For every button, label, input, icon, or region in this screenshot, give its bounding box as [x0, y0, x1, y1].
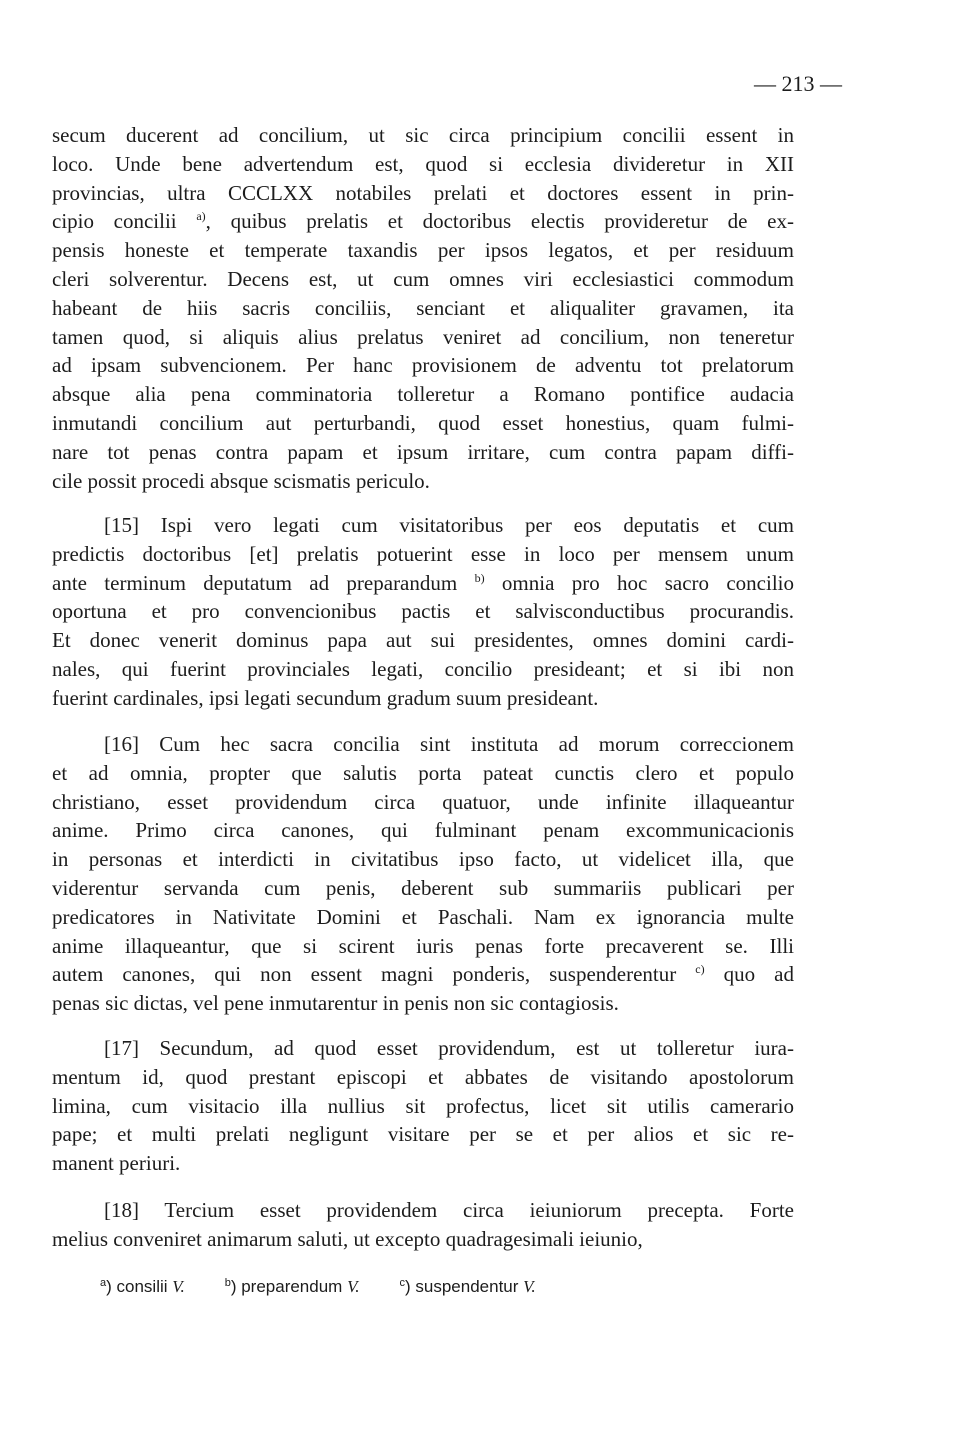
text-line: mentum id, quod prestant episcopi et abbates de visitando apostolorum: [52, 1064, 794, 1089]
footnote: $^b$) preparendum V.: [224, 1277, 360, 1296]
paragraph: [52, 730, 794, 1018]
paragraph: [52, 1196, 794, 1254]
paragraph: [52, 1034, 794, 1178]
text-line: et ad omnia, propter que salutis porta pateat cunctis clero et populo: [52, 760, 794, 785]
text-line: [15] Ispi vero legati cum visitatoribus per eos deputatis et cum: [104, 513, 794, 537]
text-line: limina, cum visitacio illa nullius sit profectus, licet sit utilis camerario: [52, 1093, 794, 1118]
footnote-siglum: V.: [523, 1277, 536, 1296]
text-line: manent periuri.: [52, 1151, 181, 1176]
text-line: oportuna et pro convencionibus pactis et salvisconductibus procurandis.: [52, 599, 794, 624]
text-line: penas sic dictas, vel pene inmutarentur in penis non sic contagiosis.: [52, 991, 619, 1016]
text-line: melius conveniret animarum saluti, ut excepto quadragesimali ieiunio,: [52, 1226, 643, 1251]
footnote-mark: a: [100, 1277, 107, 1289]
text-line: fuerint cardinales, ipsi legati secundum gradum suum presideant.: [52, 685, 599, 710]
text-line: [16] Cum hec sacra concilia sint instituta ad morum correccionem: [104, 732, 794, 756]
text-line: ad ipsam subvencionem. Per hanc provisionem de adventu tot prelatorum: [52, 353, 794, 378]
text-line: predicatores in Nativitate Domini et Paschali. Nam ex ignorancia multe: [52, 904, 794, 929]
text-line: [17] Secundum, ad quod esset providendum, est ut tolleretur iura-: [104, 1036, 794, 1060]
text-line: loco. Unde bene advertendum est, quod si ecclesia divideretur in XII: [52, 151, 794, 176]
text-line: christiano, esset providendum circa quatuor, unde infinite illaqueantur: [52, 789, 794, 814]
text-line: viderentur servanda cum penis, deberent sub summariis publicari per: [52, 875, 794, 900]
text-line: [18] Tercium esset providendem circa ieiuniorum precepta. Forte: [104, 1198, 794, 1222]
text-line: in personas et interdicti in civitatibus ipso facto, ut videlicet illa, que: [52, 847, 794, 872]
text-line: pape; et multi prelati negligunt visitare per se et per alios et sic re-: [52, 1122, 794, 1147]
footnote: $^a$) consilii V.: [100, 1277, 185, 1296]
footnote-siglum: V.: [347, 1277, 360, 1296]
footnote-ref: b): [474, 570, 485, 585]
text-line: cile possit procedi absque scismatis periculo.: [52, 468, 430, 493]
text-line: nales, qui fuerint provinciales legati, concilio presideant; et si ibi non: [52, 656, 794, 681]
footnote-siglum: V.: [172, 1277, 185, 1296]
footnote-mark: c: [399, 1277, 406, 1289]
text-line: provincias, ultra CCCLXX notabiles prelati et doctores essent in prin-: [52, 180, 794, 205]
text-line: autem canones, qui non essent magni ponderis, suspenderentur $^{c)}$ quo ad: [52, 962, 794, 987]
text-line: ante terminum deputatum ad preparandum $^{b)}$ omnia pro hoc sacro concilio: [52, 570, 794, 595]
paragraph: [52, 121, 794, 495]
text-line: tamen quod, si aliquis alius prelatus veniret ad concilium, non teneretur: [52, 324, 794, 349]
text-line: nare tot penas contra papam et ipsum irritare, cum contra papam diffi-: [52, 439, 794, 464]
text-line: cipio concilii $^{a)}$, quibus prelatis et doctoribus electis provideretur de ex-: [52, 209, 794, 234]
text-line: secum ducerent ad concilium, ut sic circa principium concilii essent in: [52, 123, 794, 147]
text-line: anime illaqueantur, que si scirent iuris penas forte precaverent se. Illi: [52, 933, 794, 958]
text-line: predictis doctoribus [et] prelatis potuerint esse in loco per mensem unum: [52, 541, 794, 566]
footnotes: [100, 1275, 800, 1299]
text-line: pensis honeste et temperate taxandis per ipsos legatos, et per residuum: [52, 238, 794, 263]
text-line: habeant de hiis sacris conciliis, senciant et aliqualiter gravamen, ita: [52, 295, 794, 320]
text-line: cleri solverentur. Decens est, ut cum omnes viri ecclesiastici commodum: [52, 266, 794, 291]
text-line: absque alia pena comminatoria tolleretur a Romano pontifice audacia: [52, 382, 794, 407]
text-line: anime. Primo circa canones, qui fulminant penam excommunicacionis: [52, 818, 794, 843]
paragraph: [52, 511, 794, 713]
text-line: inmutandi concilium aut perturbandi, quod esset honestius, quam fulmi-: [52, 410, 794, 435]
footnote-mark: b: [224, 1277, 231, 1289]
footnote: $^c$) suspendentur V.: [399, 1277, 536, 1296]
footnote-ref: a): [196, 209, 206, 224]
page-number: — 213 —: [754, 71, 842, 96]
text-line: Et donec venerit dominus papa aut sui presidentes, omnes domini cardi-: [52, 628, 794, 653]
footnote-ref: c): [695, 962, 705, 977]
